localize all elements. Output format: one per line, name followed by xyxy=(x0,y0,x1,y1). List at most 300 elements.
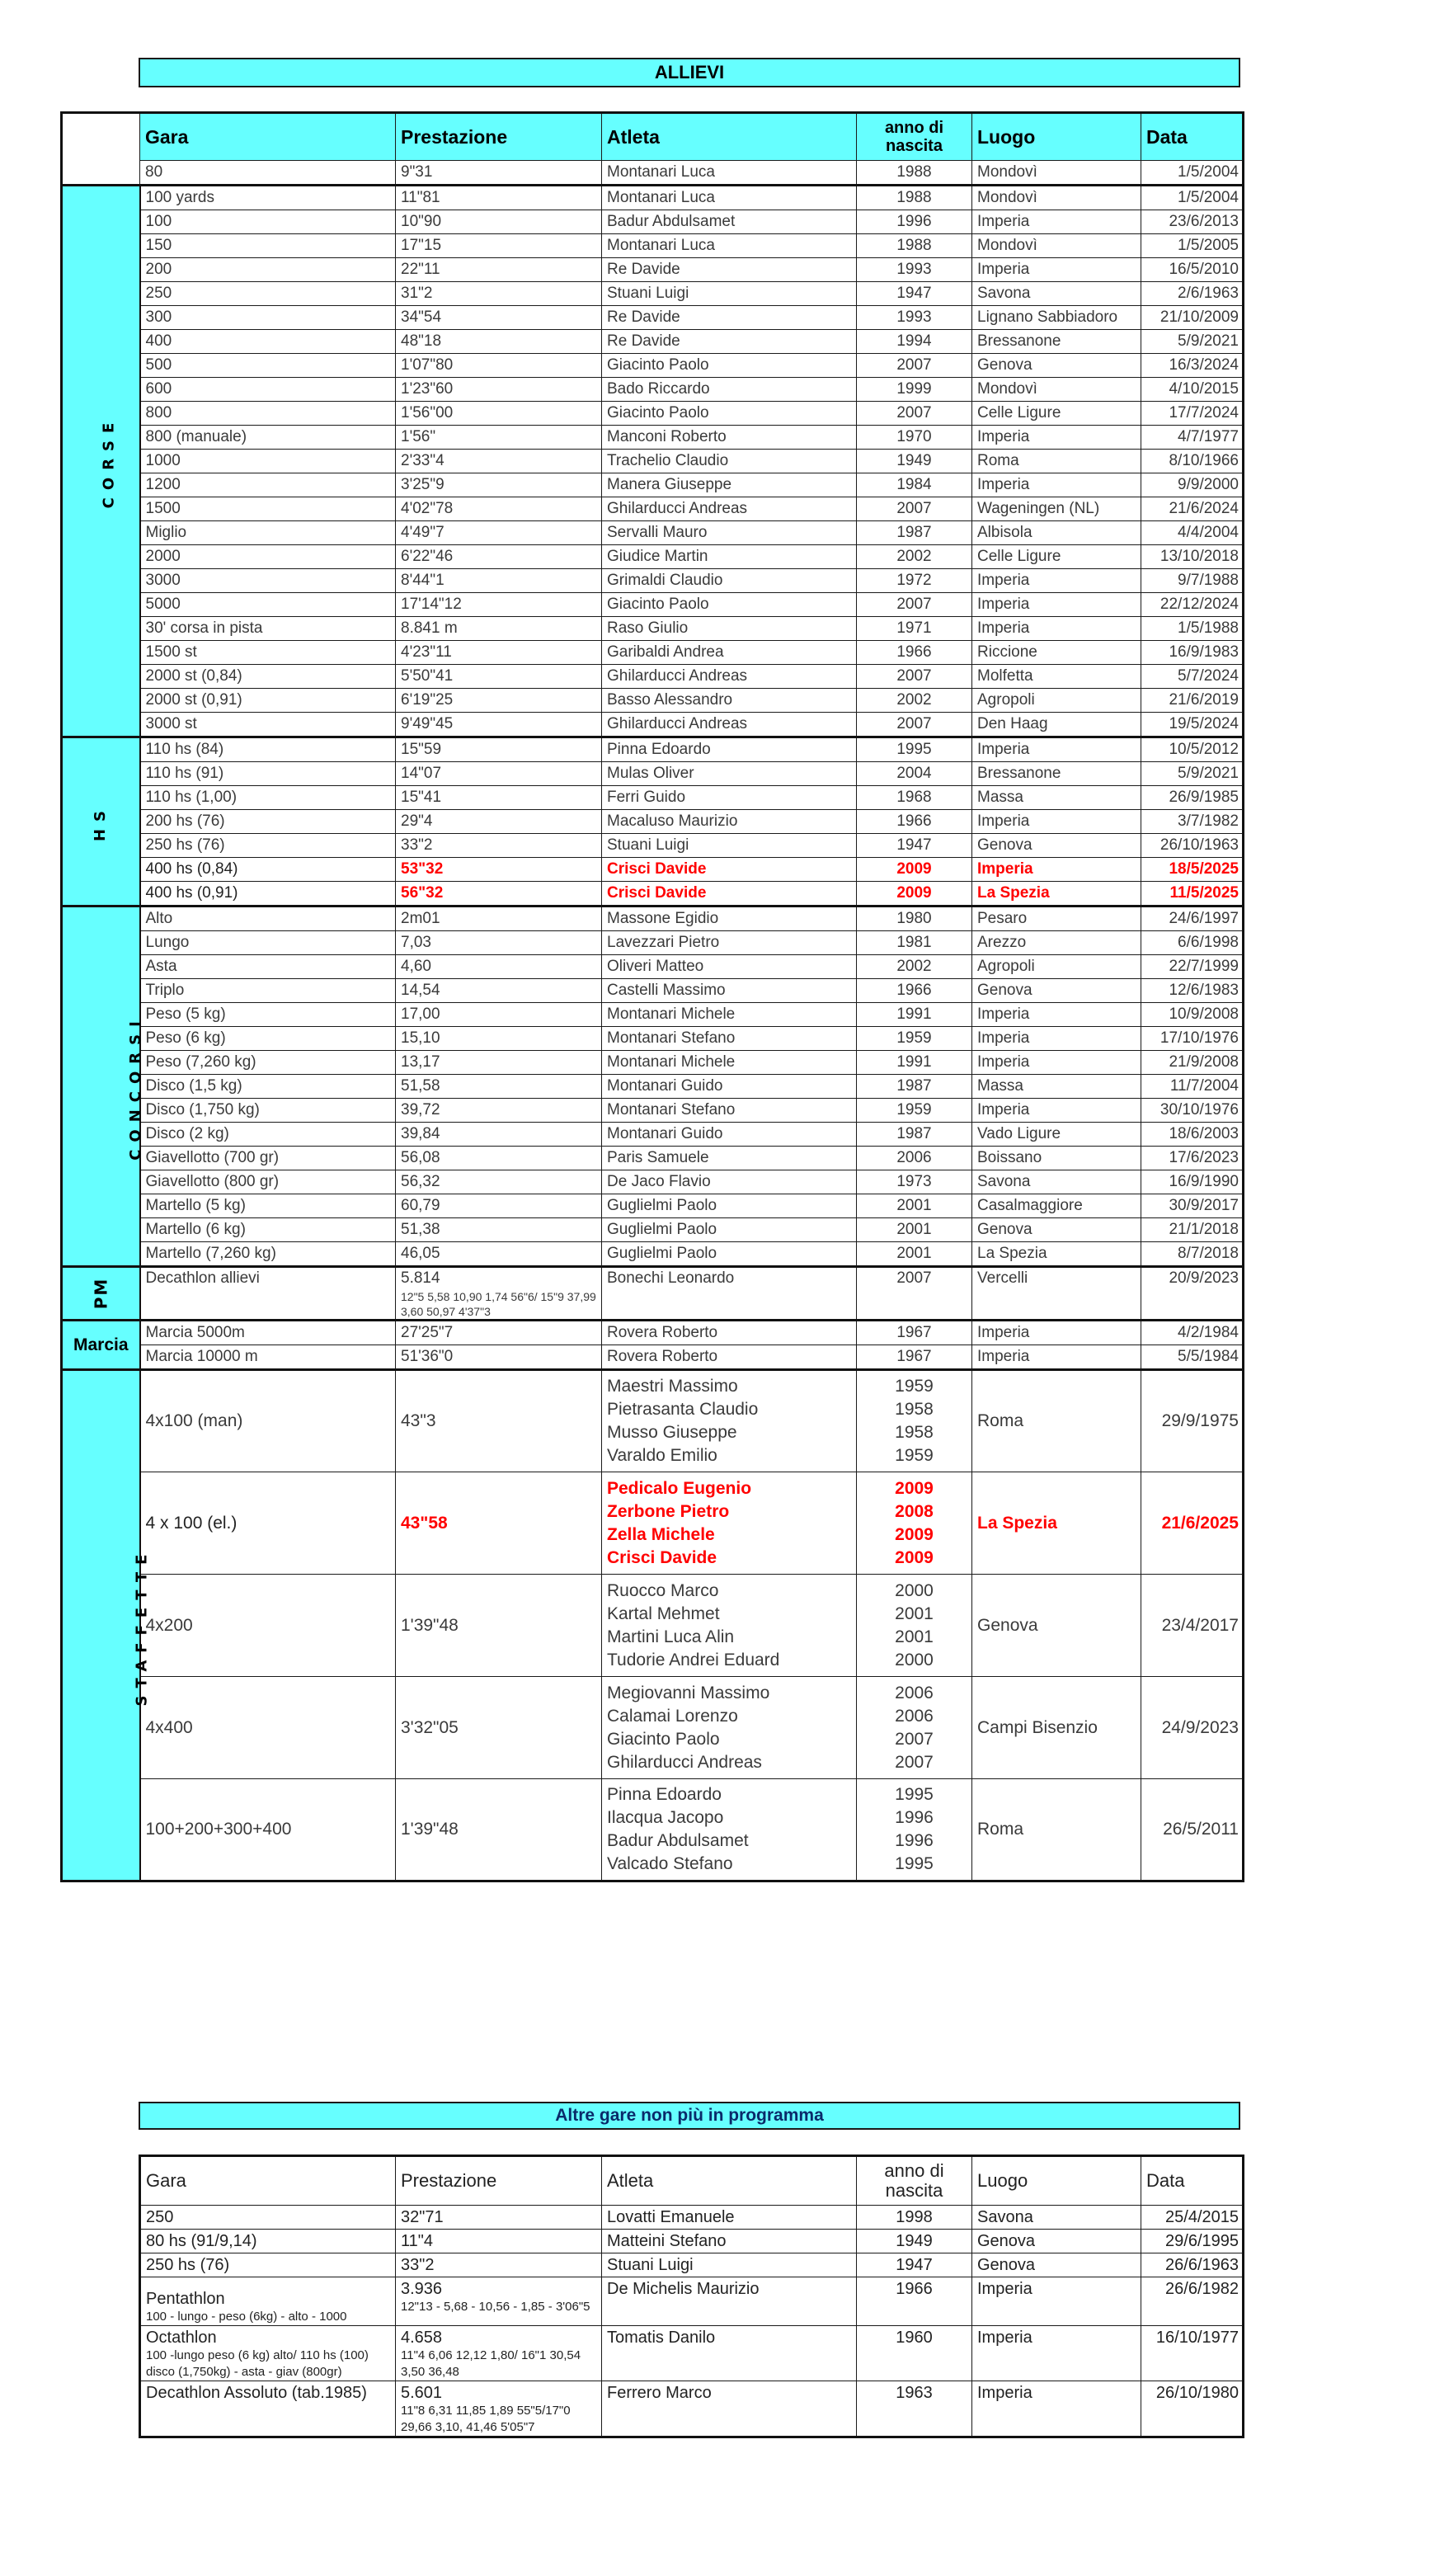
data: 9/9/2000 xyxy=(1141,473,1244,497)
gara: Giavellotto (700 gr) xyxy=(140,1147,396,1170)
group-label-text: STAFFETTE xyxy=(133,1547,151,1706)
atleti xyxy=(602,1575,857,1677)
anno: 1973 xyxy=(857,1170,972,1194)
data: 26/10/1963 xyxy=(1141,834,1244,858)
atleta: Mulas Oliver xyxy=(602,762,857,786)
prestazione: 4,60 xyxy=(396,955,602,979)
prestazione: 17'14"12 xyxy=(396,593,602,617)
relay-athlete: Pedicalo Eugenio xyxy=(607,1478,752,1498)
table-row xyxy=(62,713,1244,737)
table-row xyxy=(62,161,1244,186)
anno: 1991 xyxy=(857,1051,972,1075)
data: 1/5/2004 xyxy=(1141,186,1244,210)
data: 5/9/2021 xyxy=(1141,762,1244,786)
group-label-text: Marcia xyxy=(73,1335,129,1354)
atleta: Rovera Roberto xyxy=(602,1345,857,1370)
data: 5/5/1984 xyxy=(1141,1345,1244,1370)
atleta: Lovatti Emanuele xyxy=(602,2206,857,2230)
relay-birth-year: 1959 xyxy=(895,1377,934,1396)
luogo: Imperia xyxy=(972,593,1141,617)
relay-birth-year: 1958 xyxy=(895,1400,934,1419)
data: 30/9/2017 xyxy=(1141,1194,1244,1218)
gara: 200 hs (76) xyxy=(140,810,396,834)
data: 5/9/2021 xyxy=(1141,330,1244,354)
atleta: Massone Egidio xyxy=(602,907,857,931)
anno: 1947 xyxy=(857,834,972,858)
gara: 4 x 100 (el.) xyxy=(140,1472,396,1575)
anno: 2002 xyxy=(857,689,972,713)
atleta: Rovera Roberto xyxy=(602,1321,857,1345)
atleta: Ferrero Marco xyxy=(602,2381,857,2437)
luogo: Agropoli xyxy=(972,689,1141,713)
prestazione: 1'56" xyxy=(396,426,602,450)
gara-value: Pentathlon xyxy=(146,2290,225,2308)
relay-birth-year: 1996 xyxy=(895,1831,934,1850)
gara: Asta xyxy=(140,955,396,979)
relay-row xyxy=(62,1779,1244,1881)
col-gara: Gara xyxy=(140,113,396,161)
luogo: Celle Ligure xyxy=(972,545,1141,569)
table-row xyxy=(140,2253,1244,2277)
data: 4/4/2004 xyxy=(1141,521,1244,545)
data: 21/10/2009 xyxy=(1141,306,1244,330)
anno: 1993 xyxy=(857,306,972,330)
table-row xyxy=(62,402,1244,426)
luogo: Imperia xyxy=(972,1027,1141,1051)
records-table xyxy=(60,111,1244,1882)
table-row xyxy=(62,426,1244,450)
data: 29/9/1975 xyxy=(1141,1370,1244,1472)
gara: 2000 st (0,84) xyxy=(140,665,396,689)
luogo: Mondovì xyxy=(972,161,1141,186)
data: 24/9/2023 xyxy=(1141,1677,1244,1779)
relay-row xyxy=(62,1472,1244,1575)
table-row xyxy=(62,737,1244,762)
data: 21/6/2019 xyxy=(1141,689,1244,713)
table-row xyxy=(62,617,1244,641)
relay-birth-year: 1995 xyxy=(895,1854,934,1873)
atleta: Stuani Luigi xyxy=(602,282,857,306)
table-row xyxy=(62,665,1244,689)
atleta: Servalli Mauro xyxy=(602,521,857,545)
gara: 100+200+300+400 xyxy=(140,1779,396,1881)
luogo: Imperia xyxy=(972,2381,1141,2437)
atleta: Montanari Stefano xyxy=(602,1099,857,1123)
gara: 3000 xyxy=(140,569,396,593)
prestazione: 17"15 xyxy=(396,234,602,258)
relay-birth-year: 2006 xyxy=(895,1706,934,1726)
prestazione: 15"41 xyxy=(396,786,602,810)
prestazione xyxy=(396,2277,602,2326)
table-row xyxy=(62,545,1244,569)
table-row xyxy=(62,1147,1244,1170)
table-row xyxy=(62,1267,1244,1321)
anno: 1999 xyxy=(857,378,972,402)
prestazione: 33"2 xyxy=(396,2253,602,2277)
gara: Decathlon allievi xyxy=(140,1267,396,1321)
gara: 800 xyxy=(140,402,396,426)
prestazione: 31"2 xyxy=(396,282,602,306)
table-row xyxy=(62,354,1244,378)
gara: 200 xyxy=(140,258,396,282)
prestazione: 8'44"1 xyxy=(396,569,602,593)
data: 26/10/1980 xyxy=(1141,2381,1244,2437)
table-row xyxy=(62,473,1244,497)
luogo: Wageningen (NL) xyxy=(972,497,1141,521)
gara: 100 yards xyxy=(140,186,396,210)
atleta: Re Davide xyxy=(602,306,857,330)
atleta: Montanari Guido xyxy=(602,1075,857,1099)
relay-birth-year: 1959 xyxy=(895,1446,934,1465)
gara: 30' corsa in pista xyxy=(140,617,396,641)
luogo: Genova xyxy=(972,1575,1141,1677)
atleta: Ghilarducci Andreas xyxy=(602,713,857,737)
anno: 2007 xyxy=(857,593,972,617)
header-row xyxy=(62,113,1244,161)
luogo: Imperia xyxy=(972,473,1141,497)
table-row xyxy=(62,1345,1244,1370)
prestazione xyxy=(396,2326,602,2381)
altre-banner: Altre gare non più in programma xyxy=(139,2102,1240,2130)
table-row xyxy=(62,306,1244,330)
luogo: Den Haag xyxy=(972,713,1141,737)
anno: 2007 xyxy=(857,665,972,689)
data: 21/6/2025 xyxy=(1141,1472,1244,1575)
prestazione: 27'25"7 xyxy=(396,1321,602,1345)
data: 19/5/2024 xyxy=(1141,713,1244,737)
gara: 3000 st xyxy=(140,713,396,737)
atleta: Bonechi Leonardo xyxy=(602,1267,857,1321)
data: 8/7/2018 xyxy=(1141,1242,1244,1267)
prestazione: 15,10 xyxy=(396,1027,602,1051)
luogo: Bressanone xyxy=(972,330,1141,354)
data: 16/3/2024 xyxy=(1141,354,1244,378)
anno: 1980 xyxy=(857,907,972,931)
prestazione: 1'39"48 xyxy=(396,1779,602,1881)
data: 23/4/2017 xyxy=(1141,1575,1244,1677)
anno: 1963 xyxy=(857,2381,972,2437)
anni xyxy=(857,1472,972,1575)
luogo: Mondovì xyxy=(972,378,1141,402)
anno: 1988 xyxy=(857,186,972,210)
anno: 1966 xyxy=(857,641,972,665)
data: 18/6/2003 xyxy=(1141,1123,1244,1147)
col-luogo: Luogo xyxy=(972,2156,1141,2206)
gara: Marcia 10000 m xyxy=(140,1345,396,1370)
atleta: Garibaldi Andrea xyxy=(602,641,857,665)
data: 1/5/1988 xyxy=(1141,617,1244,641)
anno: 1959 xyxy=(857,1027,972,1051)
relay-row xyxy=(62,1575,1244,1677)
luogo: Roma xyxy=(972,1779,1141,1881)
gara: 300 xyxy=(140,306,396,330)
luogo: La Spezia xyxy=(972,882,1141,907)
luogo: Imperia xyxy=(972,1345,1141,1370)
luogo: Genova xyxy=(972,979,1141,1003)
table-row xyxy=(62,1170,1244,1194)
luogo: Imperia xyxy=(972,426,1141,450)
prestazione: 13,17 xyxy=(396,1051,602,1075)
gara: Martello (5 kg) xyxy=(140,1194,396,1218)
anno: 2007 xyxy=(857,1267,972,1321)
relay-athlete: Giacinto Paolo xyxy=(607,1729,720,1749)
atleta: De Jaco Flavio xyxy=(602,1170,857,1194)
table-row xyxy=(62,786,1244,810)
atleta: Ferri Guido xyxy=(602,786,857,810)
prestazione: 4'23"11 xyxy=(396,641,602,665)
prestazione: 2'33"4 xyxy=(396,450,602,473)
prestazione: 1'23"60 xyxy=(396,378,602,402)
gara: 1200 xyxy=(140,473,396,497)
table-row xyxy=(62,1194,1244,1218)
prestazione: 11"81 xyxy=(396,186,602,210)
table-row xyxy=(62,858,1244,882)
prestazione: 43"58 xyxy=(396,1472,602,1575)
luogo: Roma xyxy=(972,450,1141,473)
group-label-text: PM xyxy=(91,1277,111,1309)
relay-birth-year: 2001 xyxy=(895,1627,934,1646)
prestazione: 33"2 xyxy=(396,834,602,858)
prestazione: 15"59 xyxy=(396,737,602,762)
atleta: Montanari Michele xyxy=(602,1003,857,1027)
prestazione: 10"90 xyxy=(396,210,602,234)
prestazione: 51,38 xyxy=(396,1218,602,1242)
anni xyxy=(857,1370,972,1472)
table-row xyxy=(62,521,1244,545)
gara: 800 (manuale) xyxy=(140,426,396,450)
data: 18/5/2025 xyxy=(1141,858,1244,882)
luogo: Imperia xyxy=(972,2326,1141,2381)
table-row xyxy=(62,1123,1244,1147)
atleta: Montanari Stefano xyxy=(602,1027,857,1051)
table-row xyxy=(62,882,1244,907)
gara-value: Octathlon xyxy=(146,2329,217,2347)
relay-birth-year: 1958 xyxy=(895,1423,934,1442)
luogo: Imperia xyxy=(972,617,1141,641)
table-row xyxy=(62,641,1244,665)
anno: 1981 xyxy=(857,931,972,955)
col-prestazione: Prestazione xyxy=(396,113,602,161)
atleta: Montanari Guido xyxy=(602,1123,857,1147)
table-row xyxy=(62,689,1244,713)
prestazione: 39,84 xyxy=(396,1123,602,1147)
data: 26/6/1963 xyxy=(1141,2253,1244,2277)
prestazione: 7,03 xyxy=(396,931,602,955)
prestazione: 34"54 xyxy=(396,306,602,330)
atleta: Paris Samuele xyxy=(602,1147,857,1170)
anno: 2006 xyxy=(857,1147,972,1170)
luogo: Boissano xyxy=(972,1147,1141,1170)
atleti xyxy=(602,1472,857,1575)
prestazione: 4'49"7 xyxy=(396,521,602,545)
relay-birth-year: 2006 xyxy=(895,1683,934,1702)
relay-athlete: Pinna Edoardo xyxy=(607,1785,722,1804)
table-row xyxy=(62,979,1244,1003)
data: 22/12/2024 xyxy=(1141,593,1244,617)
table-row xyxy=(62,497,1244,521)
data: 25/4/2015 xyxy=(1141,2206,1244,2230)
luogo: Imperia xyxy=(972,810,1141,834)
data: 21/1/2018 xyxy=(1141,1218,1244,1242)
atleta: Giacinto Paolo xyxy=(602,402,857,426)
prestazione: 14,54 xyxy=(396,979,602,1003)
atleta: Macaluso Maurizio xyxy=(602,810,857,834)
atleta: Lavezzari Pietro xyxy=(602,931,857,955)
luogo: La Spezia xyxy=(972,1472,1141,1575)
data: 20/9/2023 xyxy=(1141,1267,1244,1321)
anno: 2004 xyxy=(857,762,972,786)
group-label-pm xyxy=(62,1267,140,1321)
atleta: Raso Giulio xyxy=(602,617,857,641)
anno: 2007 xyxy=(857,354,972,378)
data: 13/10/2018 xyxy=(1141,545,1244,569)
anno: 1949 xyxy=(857,450,972,473)
atleta: Re Davide xyxy=(602,258,857,282)
data: 23/6/2013 xyxy=(1141,210,1244,234)
table-row xyxy=(62,762,1244,786)
atleta: Crisci Davide xyxy=(602,858,857,882)
data: 4/7/1977 xyxy=(1141,426,1244,450)
luogo: Imperia xyxy=(972,1003,1141,1027)
table-row xyxy=(140,2326,1244,2381)
anno: 1987 xyxy=(857,521,972,545)
group-label-text: CORSE xyxy=(100,415,118,508)
gara: 250 xyxy=(140,282,396,306)
atleta: Pinna Edoardo xyxy=(602,737,857,762)
luogo: Imperia xyxy=(972,258,1141,282)
gara: 400 hs (0,91) xyxy=(140,882,396,907)
col-atleta: Atleta xyxy=(602,113,857,161)
data: 17/7/2024 xyxy=(1141,402,1244,426)
relay-birth-year: 2007 xyxy=(895,1729,934,1749)
data: 17/6/2023 xyxy=(1141,1147,1244,1170)
atleta: Giudice Martin xyxy=(602,545,857,569)
col-anno: anno di nascita xyxy=(857,113,972,161)
prestazione: 11"4 xyxy=(396,2230,602,2253)
prestazione: 32"71 xyxy=(396,2206,602,2230)
data: 2/6/1963 xyxy=(1141,282,1244,306)
relay-row xyxy=(62,1370,1244,1472)
gara: Marcia 5000m xyxy=(140,1321,396,1345)
gara: Peso (7,260 kg) xyxy=(140,1051,396,1075)
table-row xyxy=(62,931,1244,955)
anno: 1970 xyxy=(857,426,972,450)
table-row xyxy=(62,955,1244,979)
gara: 110 hs (91) xyxy=(140,762,396,786)
atleta: Ghilarducci Andreas xyxy=(602,665,857,689)
data: 1/5/2005 xyxy=(1141,234,1244,258)
atleta: Stuani Luigi xyxy=(602,2253,857,2277)
table-row xyxy=(62,378,1244,402)
gara-detail: 100 -lungo peso (6 kg) alto/ 110 hs (100) disco (1,750kg) - asta - giav (800gr) xyxy=(146,2348,369,2379)
prestazione: 60,79 xyxy=(396,1194,602,1218)
luogo: Casalmaggiore xyxy=(972,1194,1141,1218)
prestazione-detail: 12"5 5,58 10,90 1,74 56"6/ 15"9 37,99 3,60 50,97 4'37"3 xyxy=(401,1290,596,1318)
prestazione: 4'02"78 xyxy=(396,497,602,521)
gara: 500 xyxy=(140,354,396,378)
prestazione: 1'07"80 xyxy=(396,354,602,378)
table-row xyxy=(62,810,1244,834)
table-row xyxy=(62,258,1244,282)
luogo: Mondovì xyxy=(972,234,1141,258)
data: 4/2/1984 xyxy=(1141,1321,1244,1345)
atleta: Montanari Michele xyxy=(602,1051,857,1075)
relay-birth-year: 2009 xyxy=(895,1478,934,1498)
relay-athlete: Maestri Massimo xyxy=(607,1377,738,1396)
table-row xyxy=(62,569,1244,593)
group-label-marcia xyxy=(62,1321,140,1370)
gara: 250 hs (76) xyxy=(140,2253,396,2277)
table-row xyxy=(62,1099,1244,1123)
anno: 1960 xyxy=(857,2326,972,2381)
gara: Disco (1,750 kg) xyxy=(140,1099,396,1123)
atleta: Giacinto Paolo xyxy=(602,354,857,378)
prestazione: 1'39"48 xyxy=(396,1575,602,1677)
atleta: Montanari Luca xyxy=(602,234,857,258)
col-gara: Gara xyxy=(140,2156,396,2206)
gara: 80 hs (91/9,14) xyxy=(140,2230,396,2253)
data: 21/9/2008 xyxy=(1141,1051,1244,1075)
prestazione: 56,32 xyxy=(396,1170,602,1194)
gara: 1500 st xyxy=(140,641,396,665)
gara-detail: 100 - lungo - peso (6kg) - alto - 1000 xyxy=(146,2310,347,2324)
data: 12/6/1983 xyxy=(1141,979,1244,1003)
table-row xyxy=(62,234,1244,258)
atleta: Crisci Davide xyxy=(602,882,857,907)
data: 26/5/2011 xyxy=(1141,1779,1244,1881)
prestazione: 51'36"0 xyxy=(396,1345,602,1370)
data: 9/7/1988 xyxy=(1141,569,1244,593)
gara: 250 hs (76) xyxy=(140,834,396,858)
relay-row xyxy=(62,1677,1244,1779)
prestazione: 3'32"05 xyxy=(396,1677,602,1779)
gara: 2000 st (0,91) xyxy=(140,689,396,713)
anno: 1947 xyxy=(857,2253,972,2277)
anno: 1949 xyxy=(857,2230,972,2253)
data: 26/6/1982 xyxy=(1141,2277,1244,2326)
data: 21/6/2024 xyxy=(1141,497,1244,521)
table-row xyxy=(140,2277,1244,2326)
atleta: Castelli Massimo xyxy=(602,979,857,1003)
gara: Disco (1,5 kg) xyxy=(140,1075,396,1099)
altre-table xyxy=(139,2155,1244,2438)
gara: 4x400 xyxy=(140,1677,396,1779)
prestazione: 39,72 xyxy=(396,1099,602,1123)
prestazione: 5'50"41 xyxy=(396,665,602,689)
atleta: Montanari Luca xyxy=(602,186,857,210)
anno: 2001 xyxy=(857,1218,972,1242)
title-banner: ALLIEVI xyxy=(139,58,1240,87)
luogo: Pesaro xyxy=(972,907,1141,931)
luogo: Molfetta xyxy=(972,665,1141,689)
col-data: Data xyxy=(1141,113,1244,161)
data: 16/5/2010 xyxy=(1141,258,1244,282)
atleta: Guglielmi Paolo xyxy=(602,1194,857,1218)
col-atleta: Atleta xyxy=(602,2156,857,2206)
anno: 2007 xyxy=(857,402,972,426)
gara: 5000 xyxy=(140,593,396,617)
luogo: Massa xyxy=(972,1075,1141,1099)
group-label-text: HS xyxy=(92,803,110,841)
anno: 1993 xyxy=(857,258,972,282)
col-luogo: Luogo xyxy=(972,113,1141,161)
prestazione: 8.841 m xyxy=(396,617,602,641)
anno: 1987 xyxy=(857,1075,972,1099)
table-row xyxy=(62,450,1244,473)
luogo: Imperia xyxy=(972,858,1141,882)
relay-athlete: Martini Luca Alin xyxy=(607,1627,735,1646)
anni xyxy=(857,1677,972,1779)
